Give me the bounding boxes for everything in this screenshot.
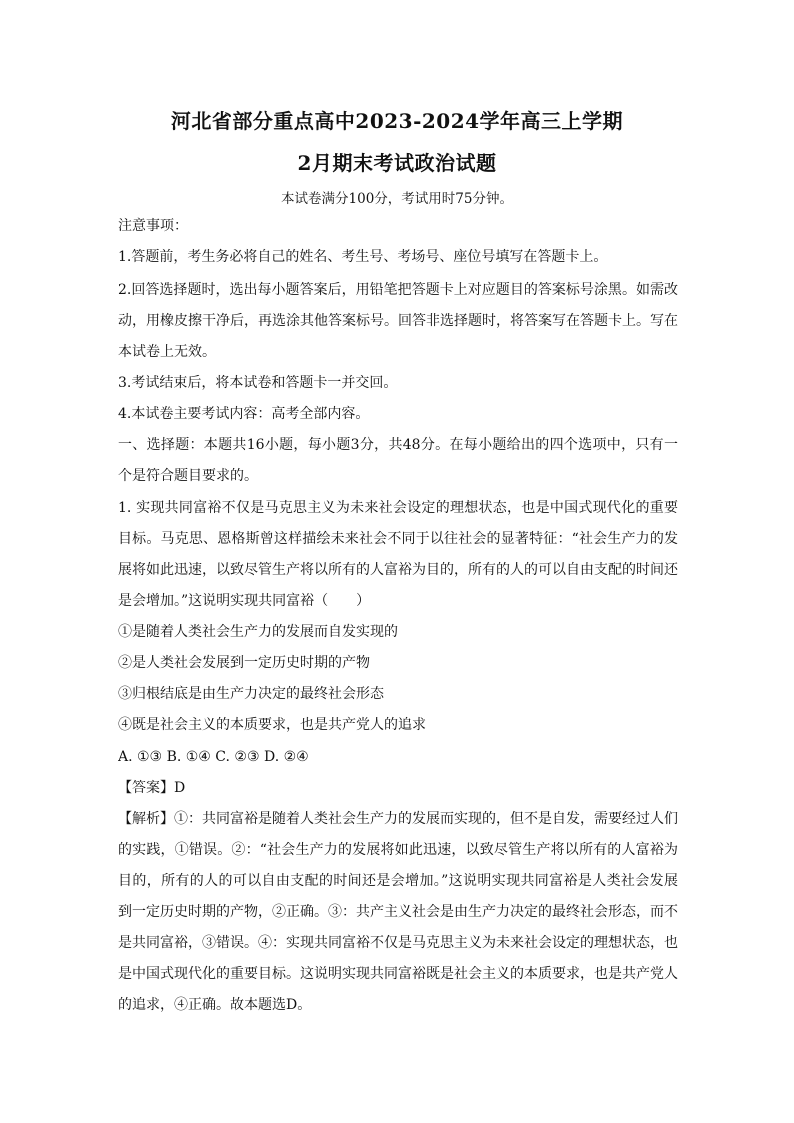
notes-item-3: 3.考试结束后，将本试卷和答题卡一并交回。 (118, 375, 398, 391)
notes-item-2-line-2: 动，用橡皮擦干净后，再选涂其他答案标号。回答非选择题时，将答案写在答题卡上。写在 (118, 313, 678, 329)
exam-title-line1: 河北省部分重点高中2023-2024学年高三上学期 (170, 109, 624, 133)
question-1-option-4: ④既是社会主义的本质要求，也是共产党人的追求 (118, 717, 426, 733)
question-1-option-1: ①是随着人类社会生产力的发展而自发实现的 (118, 624, 398, 640)
question-1-analysis-line-4: 到一定历史时期的产物，②正确。③：共产主义社会是由生产力决定的最终社会形态，而不 (118, 904, 678, 920)
notes-item-4: 4.本试卷主要考试内容：高考全部内容。 (118, 406, 370, 422)
notes-item-2-line-3: 本试卷上无效。 (118, 344, 216, 360)
question-1-option-3: ③归根结底是由生产力决定的最终社会形态 (118, 686, 384, 702)
section-heading-line-2: 个是符合题目要求的。 (118, 468, 258, 484)
question-1-analysis-line-6: 是中国式现代化的重要目标。这说明实现共同富裕既是社会主义的本质要求，也是共产党人 (118, 966, 678, 982)
question-1-option-2: ②是人类社会发展到一定历史时期的产物 (118, 655, 370, 671)
question-1-analysis-line-2: 的实践，①错误。②：“社会生产力的发展将如此迅速，以致尽管生产将以所有的人富裕为 (118, 842, 678, 858)
section-heading-line-1: 一、选择题：本题共16小题，每小题3分，共48分。在每小题给出的四个选项中，只有一 (118, 437, 678, 453)
notes-item-1: 1.答题前，考生务必将自己的姓名、考生号、考场号、座位号填写在答题卡上。 (118, 249, 608, 265)
question-1-analysis-line-1: 【解析】①：共同富裕是随着人类社会生产力的发展而实现的，但不是自发，需要经过人们 (118, 811, 678, 827)
question-1-choices: A. ①③ B. ①④ C. ②③ D. ②④ (118, 749, 309, 765)
question-1-stem-line-2: 目标。马克思、恩格斯曾这样描绘未来社会不同于以往社会的显著特征：“社会生产力的发 (118, 531, 678, 547)
exam-title-line2: 2月期末考试政治试题 (297, 151, 497, 175)
question-1-stem-line-1: 1. 实现共同富裕不仅是马克思主义为未来社会设定的理想状态，也是中国式现代化的重要 (118, 500, 678, 516)
question-1-answer: 【答案】D (118, 780, 186, 796)
exam-info: 本试卷满分100分，考试用时75分钟。 (281, 191, 513, 207)
question-1-stem-line-4: 是会增加。”这说明实现共同富裕（ ） (118, 593, 371, 609)
question-1-analysis-line-3: 目的，所有的人的可以自由支配的时间还是会增加。”这说明实现共同富裕是人类社会发展 (118, 873, 678, 889)
question-1-analysis-line-7: 的追求，④正确。故本题选D。 (118, 997, 312, 1013)
question-1-analysis-line-5: 是共同富裕，③错误。④：实现共同富裕不仅是马克思主义为未来社会设定的理想状态，也 (118, 935, 678, 951)
notes-heading: 注意事项： (118, 218, 188, 234)
notes-item-2-line-1: 2.回答选择题时，选出每小题答案后，用铅笔把答题卡上对应题目的答案标号涂黑。如需改 (118, 282, 678, 298)
question-1-stem-line-3: 展将如此迅速，以致尽管生产将以所有的人富裕为目的，所有的人的可以自由支配的时间还 (118, 562, 678, 578)
